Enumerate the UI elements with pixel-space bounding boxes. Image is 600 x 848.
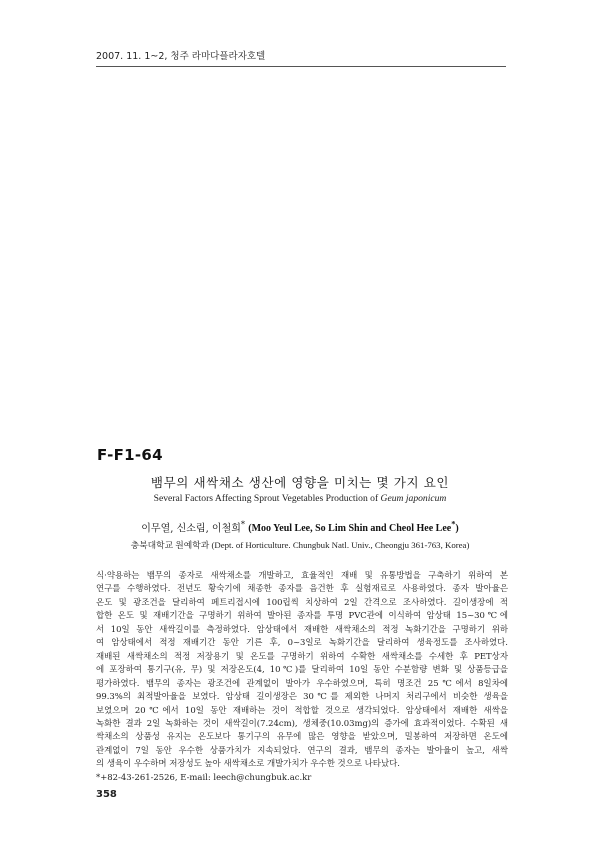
abstract-line: 보였으며 20℃에서 10일 동안 재배하는 것이 적합할 것으로 생각되었다. 암상태에서 재배한 새싹을: [96, 704, 508, 715]
abstract-line: 평가하였다. 뱀무의 종자는 광조건에 관계없이 발아가 우수하였으며, 특히 명조건 25℃에서 8일차에: [96, 677, 508, 688]
conference-header: 2007. 11. 1~2, 청주 라마다플라자호텔: [96, 51, 266, 62]
abstract-line: 온도 및 광조건을 달리하여 페트리접시에 100립씩 치상하여 2일 간격으로 조사하였다. 길이생장에 적: [96, 596, 508, 607]
abstract-line: 관계없이 7일 동안 우수한 상품가치가 지속되었다. 연구의 결과, 뱀무의 종자는 발아율이 높고, 새싹: [96, 744, 508, 755]
authors-korean: 이무열, 신소림, 이철희: [141, 523, 241, 535]
abstract-line: 서 10일 동안 새싹길이를 측정하였다. 암상태에서 재배한 새싹채소의 적정 녹화기간을 구명하기 위하: [96, 623, 508, 634]
abstract-line: 합한 온도 및 재배기간을 구명하기 위하여 발아된 종자를 투명 PVC관에 이식하여 암상태 15~30℃에: [96, 610, 508, 621]
abstract-line: 연구를 수행하였다. 전년도 황숙기에 채종한 종자를 음건한 후 실험재료로 사용하였다. 종자 발아율은: [96, 583, 508, 594]
paper-title-english: [0, 493, 600, 504]
authors-english: [248, 520, 459, 535]
paper-title-korean: 뱀무의 새싹채소 생산에 영향을 미치는 몇 가지 요인: [150, 475, 450, 490]
corresponding-mark: *: [240, 519, 246, 529]
abstract-line: 에 포장하여 통기구(유, 무) 및 저장온도(4, 10℃)를 달리하여 10일 동안 수분함량 변화 및 상품등급을: [96, 664, 508, 675]
authors-english-names: (Moo Yeul Lee, So Lim Shin and Cheol Hee Lee: [248, 523, 452, 535]
abstract-line: 녹화한 결과 2일 녹화하는 것이 새싹길이(7.24cm), 생체중(10.03mg)의 증가에 효과적이었다. 수확된 새: [96, 717, 508, 728]
paper-title-english-text: Several Factors Affecting Sprout Vegetables Production of: [153, 493, 381, 504]
affiliation: 충북대학교 원예학과 (Dept. of Horticulture. Chungbuk Natl. Univ., Cheongju 361-763, Korea): [130, 540, 470, 550]
species-name: Geum japonicum: [380, 493, 447, 504]
corresponding-mark-english: *: [451, 520, 456, 529]
abstract-line: 재배된 새싹채소의 적정 저장용기 및 온도를 구명하기 위하여 수확한 새싹채소를 수세한 후 PET상자: [96, 650, 508, 661]
header-divider: [96, 66, 506, 67]
paper-code: F-F1-64: [97, 446, 163, 464]
abstract-line: 싹채소의 상품성 유지는 온도보다 통기구의 유무에 많은 영향을 받았으며, 밀봉하여 저장하면 온도에: [96, 731, 508, 742]
abstract-line: 의 생육이 우수하며 저장성도 높아 새싹채소로 개발가치가 우수한 것으로 나타났다.: [96, 758, 400, 769]
abstract-line: 식·약용하는 뱀무의 종자로 새싹채소를 개발하고, 효율적인 재배 및 유통방법을 구축하기 위하여 본: [96, 570, 508, 580]
abstract-body: [96, 569, 508, 784]
author-line: [0, 519, 600, 534]
abstract-line: 99.3%의 최적발아율을 보였다. 암상태 길이생장은 30℃를 제외한 나머지 처리구에서 비슷한 생육을: [96, 691, 508, 702]
page-number: 358: [96, 789, 117, 800]
authors-english-close: ): [455, 523, 459, 535]
contact-line: *+82-43-261-2526, E-mail: leech@chungbuk.ac.kr: [96, 771, 312, 782]
abstract-line: 여 암상태에서 적정 재배기간 동안 기른 후, 0~3일로 녹화기간을 달리하여 생육정도를 조사하였다.: [96, 637, 508, 648]
